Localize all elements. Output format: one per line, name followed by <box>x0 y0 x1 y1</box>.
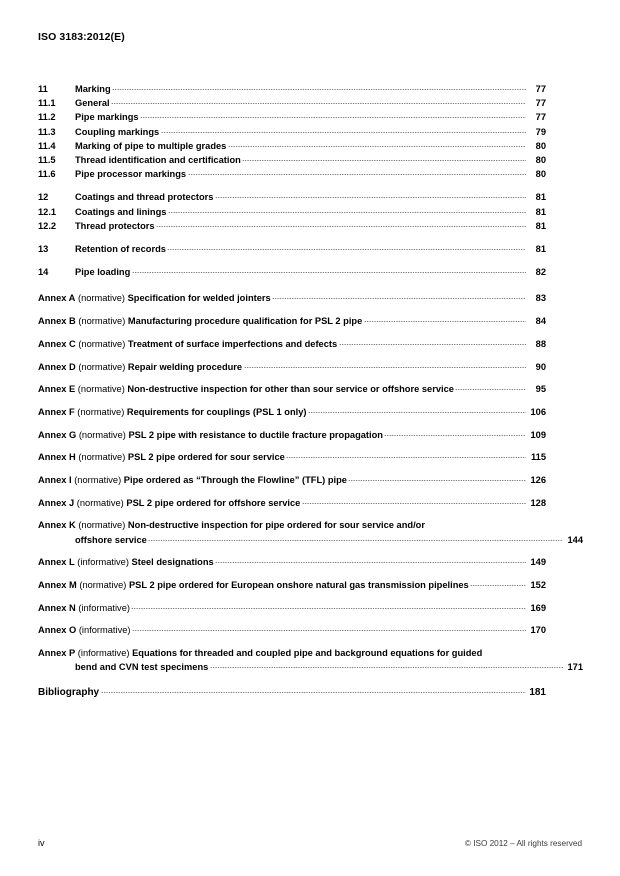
dot-leader <box>426 525 544 526</box>
annex-type: (normative) <box>76 497 124 508</box>
toc-entry-page: 80 <box>535 169 546 180</box>
dot-leader <box>101 692 526 693</box>
dot-leader <box>364 321 526 322</box>
toc-entry-clause[interactable] <box>38 242 546 256</box>
toc-entry-page: 81 <box>535 192 546 203</box>
toc-entry-page: 144 <box>567 534 583 545</box>
annex-title: Specification for welded jointers <box>127 293 271 304</box>
toc-entry-title: General <box>75 98 110 109</box>
toc-entry-page: 106 <box>530 406 546 417</box>
toc-entry-title: Pipe loading <box>75 267 131 278</box>
annex-label: Annex I <box>38 475 72 486</box>
annex-type: (normative) <box>77 384 125 395</box>
annex-type: (normative) <box>78 429 126 440</box>
annex-title-continued: offshore service <box>75 534 147 545</box>
toc-entry-page: 109 <box>530 429 546 440</box>
toc-entry-number: 13 <box>38 244 49 255</box>
annex-title: PSL 2 pipe ordered for sour service <box>127 452 285 463</box>
toc-entry-clause[interactable] <box>38 96 546 110</box>
toc-entry-clause[interactable] <box>38 219 546 233</box>
annex-title: Pipe ordered as “Through the Flowline” (TFL) pipe <box>123 475 347 486</box>
toc-entry-page: 169 <box>530 602 546 613</box>
toc-entry-page: 77 <box>535 112 546 123</box>
toc-entry-annex[interactable] <box>38 428 546 442</box>
annex-label: Annex H <box>38 452 76 463</box>
annex-label: Annex A <box>38 293 76 304</box>
toc-entry-number: 11.3 <box>38 126 56 137</box>
dot-leader <box>215 562 525 563</box>
annex-label: Annex F <box>38 406 75 417</box>
dot-leader <box>244 367 526 368</box>
toc-entry-page: 152 <box>530 580 546 591</box>
dot-leader <box>111 103 525 104</box>
annex-title: Non-destructive inspection for pipe ordered for sour service and/or <box>127 520 425 531</box>
toc-entry-title: Marking of pipe to multiple grades <box>75 140 227 151</box>
toc-entry-page: 95 <box>535 384 546 395</box>
toc-entry-page: 126 <box>530 475 546 486</box>
toc-entry-number: 12.1 <box>38 206 57 217</box>
dot-leader <box>302 503 526 504</box>
annex-type: (normative) <box>78 338 126 349</box>
annex-type: (informative) <box>78 625 131 636</box>
annex-label: Annex E <box>38 384 76 395</box>
toc-entry-page: 181 <box>529 686 546 698</box>
annex-label: Annex C <box>38 338 76 349</box>
toc-entry-title: Marking <box>75 84 111 94</box>
annex-label: Annex K <box>38 520 76 531</box>
toc-entry-page: 77 <box>535 84 546 94</box>
annex-label: Annex D <box>38 361 76 372</box>
toc-entry-title: Thread identification and certification <box>75 155 241 166</box>
toc-entry-number: 11.4 <box>38 140 56 151</box>
toc-entry-page: 84 <box>535 316 546 327</box>
dot-leader <box>132 272 526 273</box>
toc-entry-annex[interactable] <box>38 555 546 569</box>
annex-title: Treatment of surface imperfections and defects <box>127 338 338 349</box>
toc-entry-number: 12 <box>38 192 49 203</box>
dot-leader <box>470 585 525 586</box>
toc-entry-title: Thread protectors <box>75 220 155 231</box>
toc-entry-clause[interactable] <box>38 265 546 279</box>
dot-leader <box>112 89 525 90</box>
toc-entry-annex[interactable] <box>38 337 546 351</box>
page-folio: iv <box>38 838 45 848</box>
dot-leader <box>140 117 525 118</box>
dot-leader <box>131 608 525 609</box>
toc-entry-number: 11.1 <box>38 98 56 109</box>
toc-entry-annex[interactable] <box>38 314 546 328</box>
toc-entry-page: 82 <box>535 267 546 278</box>
toc-entry-page: 80 <box>535 155 546 166</box>
annex-label: Annex O <box>38 625 77 636</box>
annex-type: (normative) <box>78 520 126 531</box>
annex-label: Annex M <box>38 580 77 591</box>
toc-entry-clause[interactable] <box>38 167 546 181</box>
toc-entry-page: 171 <box>567 662 583 673</box>
toc-entry-page: 77 <box>535 98 546 109</box>
toc-entry-page: 79 <box>535 126 546 137</box>
toc-entry-page: 81 <box>535 244 546 255</box>
dot-leader <box>308 412 526 413</box>
table-of-contents <box>38 82 583 700</box>
annex-label: Annex N <box>38 602 76 613</box>
toc-entry-clause[interactable] <box>38 139 546 153</box>
dot-leader <box>156 226 525 227</box>
toc-entry-title: Coatings and linings <box>75 206 167 217</box>
document-header: ISO 3183:2012(E) <box>38 31 125 43</box>
toc-entry-clause[interactable] <box>38 205 546 219</box>
toc-entry-clause[interactable] <box>38 110 546 124</box>
page-footer <box>38 838 582 848</box>
toc-entry-number: 11 <box>38 84 48 94</box>
toc-entry-page: 81 <box>535 220 546 231</box>
toc-entry-annex[interactable] <box>38 646 583 674</box>
toc-entry-number: 14 <box>38 267 49 278</box>
annex-type: (normative) <box>77 406 125 417</box>
dot-leader <box>272 298 525 299</box>
dot-leader <box>148 540 562 541</box>
annex-title: Non-destructive inspection for other than sour service or offshore service <box>127 384 454 395</box>
toc-entry-clause[interactable] <box>38 82 546 96</box>
dot-leader <box>210 667 563 668</box>
toc-entry-page: 80 <box>535 140 546 151</box>
annex-type: (informative) <box>78 602 130 613</box>
annex-title-continued: bend and CVN test specimens <box>75 662 209 673</box>
annex-type: (normative) <box>77 293 125 304</box>
annex-label: Annex G <box>38 429 77 440</box>
dot-leader <box>455 389 525 390</box>
toc-entry-annex[interactable] <box>38 360 546 374</box>
toc-entry-title: Pipe markings <box>75 112 139 123</box>
annex-label: Annex J <box>38 497 75 508</box>
toc-entry-number: 11.2 <box>38 112 56 123</box>
dot-leader <box>167 249 525 250</box>
annex-label: Annex B <box>38 316 76 327</box>
toc-entry-page: 81 <box>535 206 546 217</box>
annex-title: PSL 2 pipe ordered for offshore service <box>126 497 301 508</box>
toc-entry-title: Coupling markings <box>75 126 160 137</box>
toc-entry-annex[interactable] <box>38 496 546 510</box>
toc-entry-page: 83 <box>535 293 546 304</box>
copyright-notice: © ISO 2012 – All rights reserved <box>464 839 582 848</box>
dot-leader <box>188 174 526 175</box>
toc-entry-page: 170 <box>530 625 546 636</box>
toc-entry-annex[interactable] <box>38 623 546 637</box>
toc-entry-page: 90 <box>535 361 546 372</box>
annex-title: Requirements for couplings (PSL 1 only) <box>126 406 307 417</box>
annex-label: Annex L <box>38 557 75 568</box>
toc-entry-number: 12.2 <box>38 220 57 231</box>
toc-entry-annex[interactable] <box>38 405 546 419</box>
toc-entry-clause[interactable] <box>38 153 546 167</box>
annex-title: Manufacturing procedure qualification for PSL 2 pipe <box>127 316 363 327</box>
dot-leader <box>286 457 525 458</box>
dot-leader <box>215 197 526 198</box>
dot-leader <box>242 160 525 161</box>
toc-entry-bibliography[interactable] <box>38 686 546 700</box>
annex-label: Annex P <box>38 648 76 659</box>
annex-title: Repair welding procedure <box>127 361 243 372</box>
toc-entry-page: 115 <box>531 452 546 463</box>
toc-entry-title: Pipe processor markings <box>75 169 187 180</box>
dot-leader <box>339 344 526 345</box>
annex-title: Steel designations <box>131 557 214 568</box>
toc-entry-annex[interactable] <box>38 450 546 464</box>
annex-type: (informative) <box>77 557 129 568</box>
annex-type: (normative) <box>79 580 127 591</box>
annex-type: (informative) <box>77 648 130 659</box>
toc-entry-page: 149 <box>530 557 546 568</box>
annex-type: (normative) <box>78 452 126 463</box>
toc-entry-title: Coatings and thread protectors <box>75 192 214 203</box>
toc-entry-clause[interactable] <box>38 190 546 204</box>
toc-entry-page: 88 <box>535 338 546 349</box>
toc-entry-annex[interactable] <box>38 291 546 305</box>
bibliography-title: Bibliography <box>38 686 100 698</box>
toc-entry-number: 11.6 <box>38 169 56 180</box>
annex-title: PSL 2 pipe with resistance to ductile fracture propagation <box>128 429 383 440</box>
dot-leader <box>132 630 526 631</box>
annex-title: Equations for threaded and coupled pipe and background equations for guided <box>132 648 483 659</box>
dot-leader <box>348 480 525 481</box>
toc-entry-annex[interactable] <box>38 578 546 592</box>
dot-leader <box>161 132 526 133</box>
toc-entry-page: 128 <box>530 497 546 508</box>
toc-entry-clause[interactable] <box>38 125 546 139</box>
dot-leader <box>228 146 526 147</box>
annex-title: PSL 2 pipe ordered for European onshore natural gas transmission pipelines <box>128 580 469 591</box>
dot-leader <box>168 212 526 213</box>
toc-entry-annex[interactable] <box>38 473 546 487</box>
toc-entry-number: 11.5 <box>38 155 56 166</box>
annex-type: (normative) <box>78 316 126 327</box>
toc-entry-annex[interactable] <box>38 518 583 546</box>
annex-type: (normative) <box>78 361 126 372</box>
toc-entry-title: Retention of records <box>75 244 166 255</box>
dot-leader <box>384 435 525 436</box>
annex-type: (normative) <box>74 475 122 486</box>
dot-leader <box>484 653 545 654</box>
toc-entry-annex[interactable] <box>38 382 546 396</box>
toc-entry-annex[interactable] <box>38 601 546 615</box>
